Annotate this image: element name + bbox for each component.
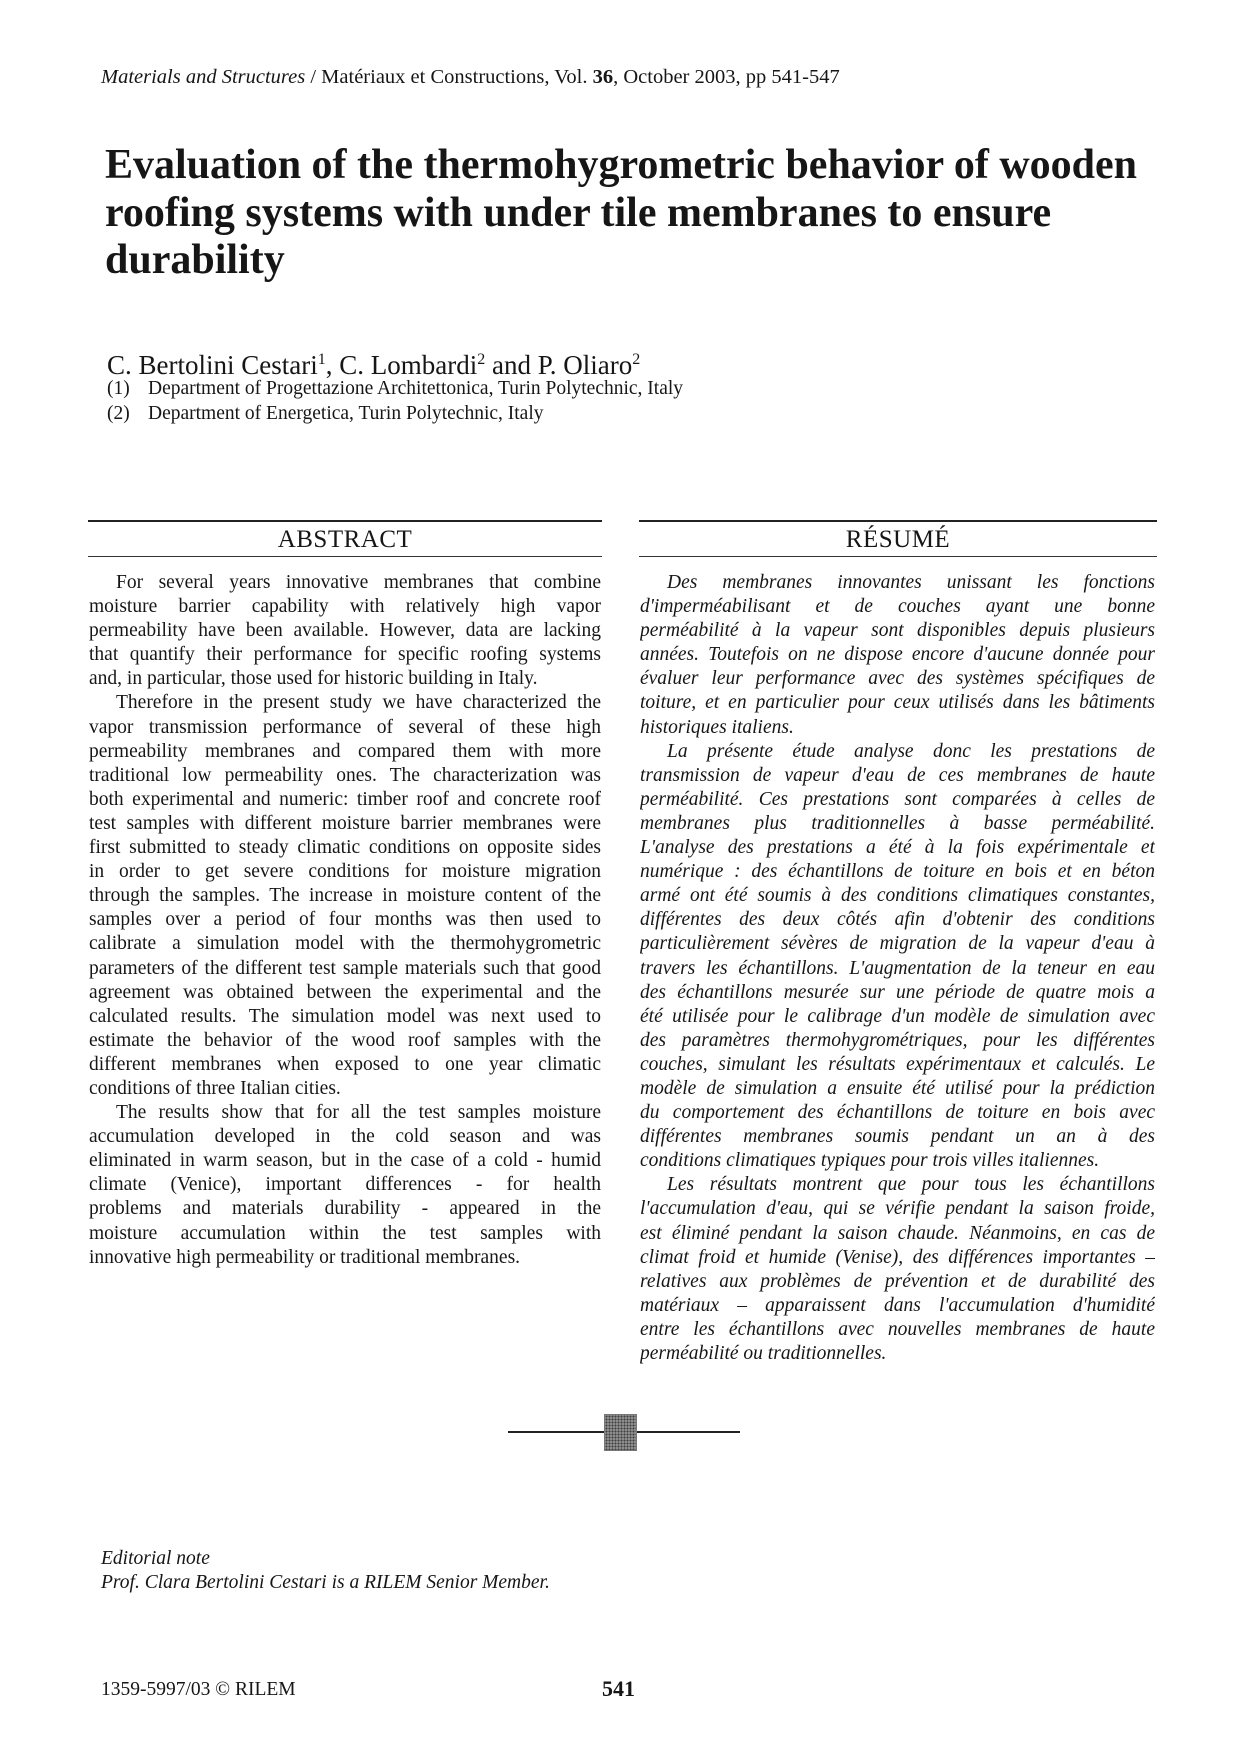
resume-line: perméabilité à la vapeur sont disponibles depuis plusieurs xyxy=(640,620,1155,642)
resume-line: entre les échantillons avec nouvelles membranes de haute xyxy=(640,1318,1155,1340)
abstract-line: that quantify their performance for specific roofing systems xyxy=(89,644,601,666)
abstract-line: agreement was obtained between the experimental and the xyxy=(89,981,601,1003)
abstract-line: estimate the behavior of the wood roof samples with the xyxy=(89,1029,601,1051)
resume-line: membranes plus traditionnelles à basse perméabilité. xyxy=(640,812,1155,834)
resume-line: particulièrement sévères de migration de la vapeur d'eau à xyxy=(640,933,1155,955)
author-affiliation-sup: 2 xyxy=(632,351,641,368)
author-separator: and xyxy=(485,350,538,380)
abstract-line: first submitted to steady climatic conditions on opposite sides xyxy=(89,837,601,859)
affiliation-number: (1) xyxy=(107,378,130,399)
abstract-line: samples over a period of four months was then used to xyxy=(89,909,601,931)
abstract-line: accumulation developed in the cold season and was xyxy=(89,1126,601,1148)
resume-line: est éliminé pendant la saison chaude. Néanmoins, en cas de xyxy=(640,1222,1155,1244)
issue-details: , October 2003, pp 541-547 xyxy=(613,66,840,88)
title-line: durability xyxy=(105,237,285,283)
author-affiliation-sup: 2 xyxy=(477,351,486,368)
editorial-note-text: Prof. Clara Bertolini Cestari is a RILEM Senior Member. xyxy=(101,1571,550,1593)
abstract-line: conditions of three Italian cities. xyxy=(89,1077,341,1099)
affiliation-text: Department of Progettazione Architettonica, Turin Polytechnic, Italy xyxy=(148,378,684,399)
resume-line: armé ont été soumis à des conditions climatiques constantes, xyxy=(640,885,1155,907)
resume-line: toiture, et en particulier pour ceux utilisés dans les bâtiments xyxy=(640,692,1155,714)
abstract-line: The results show that for all the test samples moisture xyxy=(116,1102,601,1124)
abstract-line: calculated results. The simulation model was next used to xyxy=(89,1005,601,1027)
abstract-line: parameters of the different test sample materials such that good xyxy=(89,957,601,979)
resume-line: historiques italiens. xyxy=(640,716,794,738)
resume-body xyxy=(640,571,1155,1366)
abstract-line: both experimental and numeric: timber roof and concrete roof xyxy=(89,788,601,810)
journal-name: Materials and Structures xyxy=(101,66,306,88)
resume-line: années. Toutefois on ne dispose encore d'aucune donnée pour xyxy=(640,644,1155,666)
title-line: roofing systems with under tile membranes to ensure xyxy=(105,189,1052,236)
resume-line: perméabilité ou traditionnelles. xyxy=(640,1343,887,1364)
author-name: C. Bertolini Cestari xyxy=(107,350,318,380)
affiliation-number: (2) xyxy=(107,403,130,424)
resume-line: couches, simulant les résultats expérimentaux et calculés. Le xyxy=(640,1053,1155,1075)
affiliation-text: Department of Energetica, Turin Polytechnic, Italy xyxy=(148,403,544,424)
resume-line: modèle de simulation a ensuite été utilisé pour la prédiction xyxy=(640,1077,1155,1099)
abstract-line: climate (Venice), important differences - for health xyxy=(89,1174,601,1196)
resume-line: matériaux – apparaissent dans l'accumulation d'humidité xyxy=(640,1294,1155,1316)
abstract-line: permeability have been available. However, data are lacking xyxy=(89,620,601,642)
resume-line: L'analyse des prestations a été à la fois expérimentale et xyxy=(640,837,1155,859)
resume-line: évaluer leur performance avec des systèmes spécifiques de xyxy=(640,668,1155,690)
author-name: C. Lombardi xyxy=(339,350,478,380)
affiliation xyxy=(107,377,683,401)
resume-line: Des membranes innovantes unissant les fonctions xyxy=(667,572,1155,593)
resume-line: La présente étude analyse donc les prestations de xyxy=(667,740,1155,762)
abstract-line: different membranes when exposed to one year climatic xyxy=(89,1053,601,1075)
resume-line: travers les échantillons. L'augmentation de la teneur en eau xyxy=(640,957,1155,979)
abstract-line: innovative high permeability or traditional membranes. xyxy=(89,1246,521,1268)
resume-line: numérique : des échantillons de toiture en bois et en béton xyxy=(640,861,1155,883)
abstract-line: in order to get severe conditions for moisture migration xyxy=(89,861,601,883)
abstract-line: Therefore in the present study we have characterized the xyxy=(116,692,601,714)
resume-line: transmission de vapeur d'eau de ces membranes de haute xyxy=(640,764,1155,786)
abstract-line: through the samples. The increase in moisture content of the xyxy=(89,885,601,907)
resume-line: l'accumulation d'eau, qui se vérifie pendant la saison froide, xyxy=(640,1198,1155,1220)
abstract-heading: ABSTRACT xyxy=(88,520,602,557)
resume-heading: RÉSUMÉ xyxy=(639,520,1157,557)
title-line: Evaluation of the thermohygrometric behavior of wooden xyxy=(105,142,1138,188)
abstract-line: permeability membranes and compared them with more xyxy=(89,740,601,762)
author-separator: , xyxy=(325,350,340,380)
resume-line: d'imperméabilisant et de couches ayant une bonne xyxy=(640,596,1155,618)
resume-line: différentes des deux côtés afin d'obtenir des conditions xyxy=(640,909,1155,931)
divider-ornament xyxy=(604,1414,637,1451)
resume-line: perméabilité. Ces prestations sont comparées à celles de xyxy=(640,788,1155,810)
abstract-line: and, in particular, those used for historic building in Italy. xyxy=(89,668,538,690)
editorial-note xyxy=(101,1547,550,1594)
abstract-line: moisture accumulation within the test samples with xyxy=(89,1222,601,1244)
abstract-line: test samples with different moisture barrier membranes were xyxy=(89,812,601,834)
affiliation xyxy=(107,402,544,426)
abstract-line: moisture barrier capability with relatively high vapor xyxy=(89,596,601,618)
resume-line: climat froid et humide (Venise), des différences importantes – xyxy=(640,1246,1155,1268)
author-affiliation-sup: 1 xyxy=(317,351,326,368)
resume-line: conditions climatiques typiques pour trois villes italiennes. xyxy=(640,1150,1100,1172)
resume-line: Les résultats montrent que pour tous les échantillons xyxy=(667,1174,1155,1196)
journal-header xyxy=(101,65,840,89)
abstract-line: vapor transmission performance of several of these high xyxy=(89,716,601,738)
resume-line: des échantillons mesurée sur une période de quatre mois a xyxy=(640,981,1155,1003)
resume-line: des paramètres thermohygrométriques, pour les différentes xyxy=(640,1029,1155,1051)
abstract-line: calibrate a simulation model with the thermohygrometric xyxy=(89,933,601,955)
resume-line: différentes membranes soumis pendant un an à des xyxy=(640,1126,1155,1148)
page-number: 541 xyxy=(602,1676,635,1701)
abstract-body xyxy=(89,571,601,1270)
editorial-note-label: Editorial note xyxy=(101,1548,210,1569)
paper-title xyxy=(105,142,1137,285)
issn-copyright: 1359-5997/03 © RILEM xyxy=(101,1679,296,1700)
author-name: P. Oliaro xyxy=(537,350,633,380)
abstract-line: For several years innovative membranes that combine xyxy=(116,572,601,593)
journal-citation: / Matériaux et Constructions, Vol. xyxy=(305,66,593,88)
resume-line: relatives aux problèmes de prévention et de durabilité des xyxy=(640,1270,1155,1292)
abstract-line: eliminated in warm season, but in the case of a cold - humid xyxy=(89,1150,601,1172)
resume-line: du comportement des échantillons de toiture en bois avec xyxy=(640,1102,1155,1124)
resume-line: été utilisée pour le calibrage d'un modèle de simulation avec xyxy=(640,1005,1155,1027)
abstract-line: traditional low permeability ones. The characterization was xyxy=(89,764,601,786)
abstract-line: problems and materials durability - appeared in the xyxy=(89,1198,601,1220)
volume-number: 36 xyxy=(592,66,614,88)
